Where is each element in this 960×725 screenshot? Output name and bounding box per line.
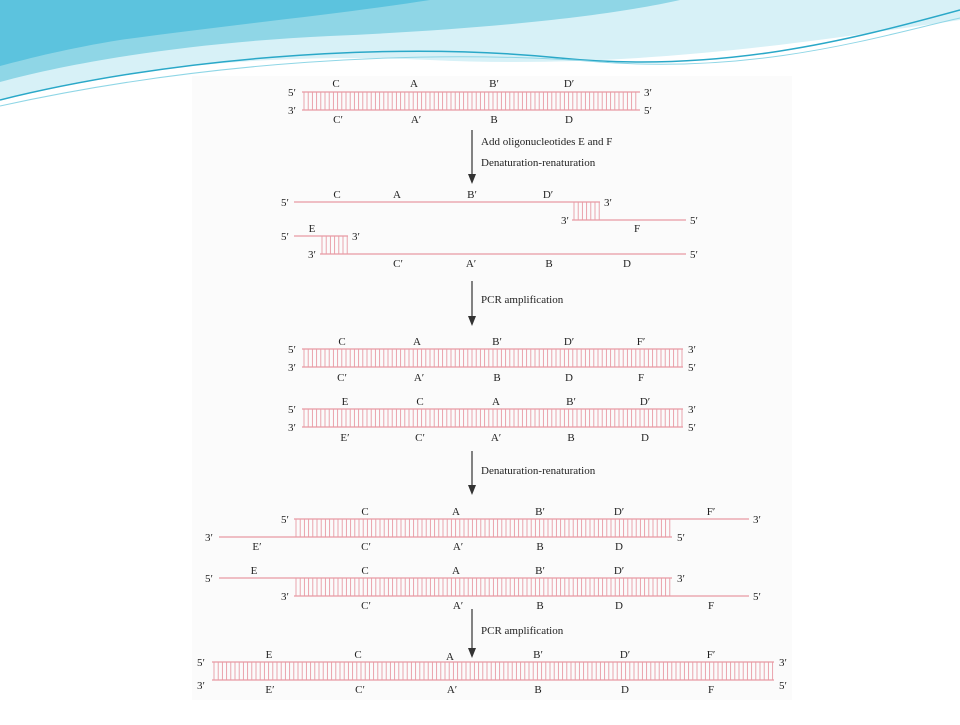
d3-duplex2-bottom-end-3: 3′: [288, 422, 296, 434]
d4-hybrid2-bottom-label-d: D: [615, 600, 623, 612]
d4-hybrid1-top-label-f-prime: F′: [706, 506, 716, 518]
d1-top-label-a: A: [410, 78, 418, 90]
d3-duplex1-bottom-label-d: D: [565, 372, 573, 384]
d2-bottom-label-b: B: [545, 258, 553, 270]
d1-top-label-d-prime: D′: [563, 78, 575, 90]
d1-bottom-label-a-prime: A′: [410, 114, 422, 126]
d5-top-label-d-prime: D′: [619, 649, 631, 661]
d2-bottom-label-a-prime: A′: [465, 258, 477, 270]
d5-bottom-label-c-prime: C′: [355, 684, 365, 696]
d3-duplex1-bottom-label-a-prime: A′: [413, 372, 425, 384]
d5-top-label-a: A: [446, 651, 454, 663]
d4-hybrid1-top-label-b-prime: B′: [535, 506, 545, 518]
d1-top-label-c: C: [332, 78, 340, 90]
d2-bottom-end-3: 3′: [308, 249, 316, 261]
d4-hybrid2-top-label-a: A: [452, 565, 460, 577]
d2-top-label-d-prime: D′: [542, 189, 554, 201]
d2-primer-f-label: F: [633, 223, 641, 235]
d3-duplex1-top-label-d-prime: D′: [563, 336, 575, 348]
d3-duplex2-top-label-b-prime: B′: [566, 396, 576, 408]
d5-bottom-label-b: B: [534, 684, 542, 696]
d4-hybrid2-bottom-label-f: F: [707, 600, 715, 612]
d3-duplex2-bottom-label-d: D: [641, 432, 649, 444]
d4-hybrid1-top-end-3: 3′: [753, 514, 761, 526]
d4-hybrid1-bottom-end-3: 3′: [205, 532, 213, 544]
d4-hybrid2-top-end-5: 5′: [205, 573, 213, 585]
d5-top-end-3: 3′: [779, 657, 787, 669]
d1-bottom-end-3: 3′: [288, 105, 296, 117]
d4-hybrid2-top-label-c: C: [361, 565, 369, 577]
step-4-label: PCR amplification: [481, 625, 564, 637]
d5-bottom-end-5: 5′: [779, 680, 787, 692]
d5-bottom-end-3: 3′: [197, 680, 205, 692]
d4-hybrid2-bottom-end-5: 5′: [753, 591, 761, 603]
d2-bottom-end-5: 5′: [690, 249, 698, 261]
d2-primer-f-pairs: [574, 202, 599, 220]
d3-duplex2-top-label-c: C: [416, 396, 424, 408]
d5-bottom-label-a-prime: A′: [446, 684, 458, 696]
d1-top-end-3: 3′: [644, 87, 652, 99]
d3-duplex1-bottom-label-f: F: [637, 372, 645, 384]
d4-hybrid1-top-label-d-prime: D′: [613, 506, 625, 518]
d2-primer-f-end-5: 5′: [690, 215, 698, 227]
d1-bottom-label-b: B: [490, 114, 498, 126]
d3-duplex2-bottom-end-5: 5′: [688, 422, 696, 434]
d4-hybrid2-top-label-b-prime: B′: [535, 565, 545, 577]
d3-duplex1-top-end-5: 5′: [288, 344, 296, 356]
step-2-label: PCR amplification: [481, 294, 564, 306]
d3-duplex1-bottom-end-5: 5′: [688, 362, 696, 374]
d3-duplex1-top-label-a: A: [413, 336, 421, 348]
d2-top-label-a: A: [393, 189, 401, 201]
d1-top-end-5: 5′: [288, 87, 296, 99]
d3-duplex2-bottom-label-b: B: [567, 432, 575, 444]
d1-bottom-label-d: D: [565, 114, 573, 126]
d3-duplex2-top-end-5: 5′: [288, 404, 296, 416]
d2-primer-f-end-3: 3′: [561, 215, 569, 227]
d3-duplex1-bottom-label-b: B: [493, 372, 501, 384]
d4-hybrid1-bottom-label-d: D: [615, 541, 623, 553]
step-1-label-denaturation: Denaturation-renaturation: [481, 157, 596, 169]
d3-duplex1-top-label-c: C: [338, 336, 346, 348]
d2-primer-e-label: E: [308, 223, 316, 235]
d4-hybrid1-top-label-a: A: [452, 506, 460, 518]
d4-hybrid2-bottom-end-3: 3′: [281, 591, 289, 603]
d3-duplex2-top-label-e: E: [341, 396, 349, 408]
d3-duplex1-bottom-end-3: 3′: [288, 362, 296, 374]
d2-primer-e-end-5: 5′: [281, 231, 289, 243]
d5-bottom-label-f: F: [707, 684, 715, 696]
d4-hybrid2-top-label-e: E: [250, 565, 258, 577]
d3-duplex2-bottom-label-e-prime: E′: [340, 432, 350, 444]
d5-top-label-f-prime: F′: [706, 649, 716, 661]
d4-hybrid1-bottom-end-5: 5′: [677, 532, 685, 544]
d5-top-end-5: 5′: [197, 657, 205, 669]
d3-duplex1-bottom-label-c-prime: C′: [337, 372, 347, 384]
d3-duplex1-top-end-3: 3′: [688, 344, 696, 356]
d3-duplex2-top-label-d-prime: D′: [639, 396, 651, 408]
d3-duplex2-bottom-label-c-prime: C′: [415, 432, 425, 444]
d2-top-end-5: 5′: [281, 197, 289, 209]
d1-bottom-label-c-prime: C′: [333, 114, 343, 126]
d2-top-label-b-prime: B′: [467, 189, 477, 201]
d4-hybrid1-bottom-label-c-prime: C′: [361, 541, 371, 553]
d3-duplex2-top-label-a: A: [492, 396, 500, 408]
d3-duplex2-top-end-3: 3′: [688, 404, 696, 416]
d5-bottom-label-e-prime: E′: [265, 684, 275, 696]
d4-hybrid2-top-label-d-prime: D′: [613, 565, 625, 577]
d4-hybrid1-top-label-c: C: [361, 506, 369, 518]
figure-panel: [192, 76, 792, 700]
d3-duplex1-top-label-b-prime: B′: [492, 336, 502, 348]
d1-bottom-end-5: 5′: [644, 105, 652, 117]
step-3-label: Denaturation-renaturation: [481, 465, 596, 477]
d4-hybrid1-top-end-5: 5′: [281, 514, 289, 526]
d5-top-label-e: E: [265, 649, 273, 661]
d2-primer-e-end-3: 3′: [352, 231, 360, 243]
d4-hybrid2-bottom-label-b: B: [536, 600, 544, 612]
d3-duplex1-top-label-f-prime: F′: [636, 336, 646, 348]
d5-bottom-label-d: D: [621, 684, 629, 696]
d5-top-label-b-prime: B′: [533, 649, 543, 661]
d1-top-label-b-prime: B′: [489, 78, 499, 90]
d4-hybrid1-bottom-label-a-prime: A′: [452, 541, 464, 553]
d4-hybrid2-bottom-label-a-prime: A′: [452, 600, 464, 612]
d2-top-end-3: 3′: [604, 197, 612, 209]
d4-hybrid1-bottom-label-e-prime: E′: [252, 541, 262, 553]
d2-bottom-label-d: D: [623, 258, 631, 270]
d4-hybrid2-bottom-label-c-prime: C′: [361, 600, 371, 612]
d2-top-label-c: C: [333, 189, 341, 201]
d5-top-label-c: C: [354, 649, 362, 661]
d2-primer-e-pairs: [322, 236, 347, 254]
d4-hybrid1-bottom-label-b: B: [536, 541, 544, 553]
d3-duplex2-bottom-label-a-prime: A′: [490, 432, 502, 444]
d2-bottom-label-c-prime: C′: [393, 258, 403, 270]
d4-hybrid2-top-end-3: 3′: [677, 573, 685, 585]
step-1-label-add-oligos: Add oligonucleotides E and F: [481, 136, 613, 148]
